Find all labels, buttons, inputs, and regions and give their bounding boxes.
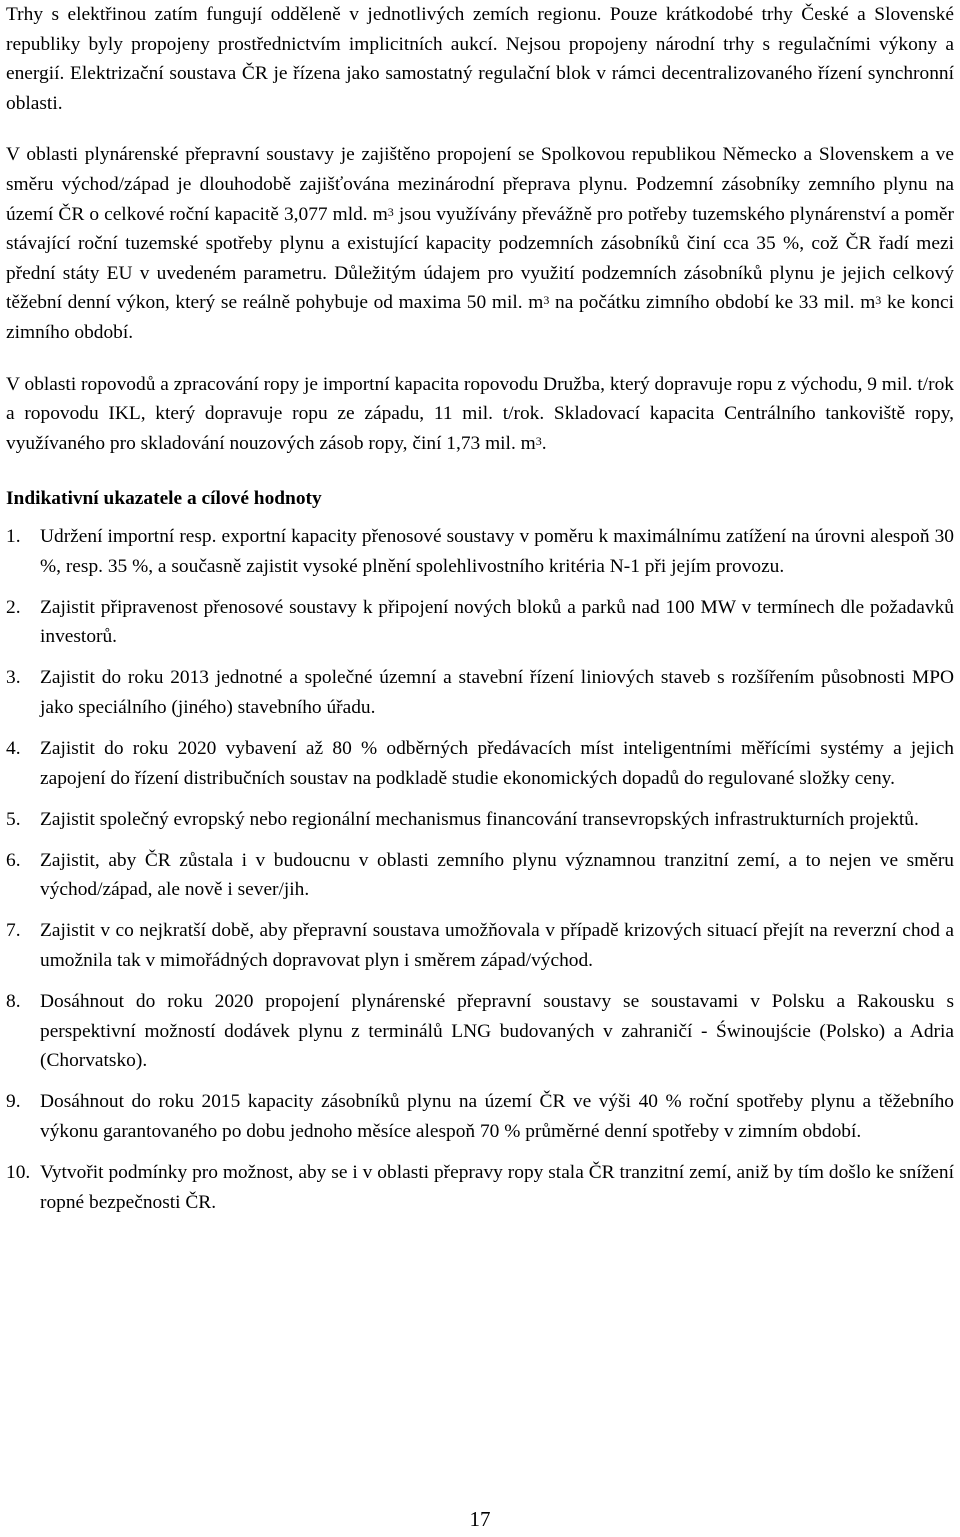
list-item-number: 10.	[6, 1162, 31, 1184]
list-item-number: 2.	[6, 596, 21, 618]
list-item	[6, 1158, 954, 1217]
list-item	[6, 663, 954, 722]
superscript: 3	[535, 433, 542, 448]
paragraph-text: V oblasti ropovodů a zpracování ropy je importní kapacita ropovodu Družba, který dopravuje ropu z východu, 9 mil. t/rok a ropovodu IKL, který dopravuje ropu ze západu, 11 mil. t/rok. Skladovací kapacita Centrálního tankoviště ropy, využívaného pro skladování nouzových zásob ropy, činí 1,73 mil. m	[6, 373, 954, 454]
paragraph-text: jsou využívány převážně pro potřeby tuzemského plynárenství a poměr stávající roční tuzemské spotřeby plynu a existující kapacity podzemních zásobníků činí cca 35 %, což ČR řadí mezi přední státy EU v uvedeném parametru. Důležitým údajem pro využití podzemních zásobníků plynu je jejich celkový těžební denní výkon, který se reálně pohybuje od maxima 50 mil. m	[6, 203, 954, 314]
list-item-number: 1.	[6, 525, 21, 547]
list-item	[6, 916, 954, 975]
list-item	[6, 734, 954, 793]
paragraph-electricity-markets: Trhy s elektřinou zatím fungují odděleně v jednotlivých zemích regionu. Pouze krátkodobé trhy České a Slovenské republiky byly propojeny prostřednictvím implicitních aukcí. Nejsou propojeny národní trhy s regulačními výkony a energií. Elektrizační soustava ČR je řízena jako samostatný regulační blok v rámci decentralizovaného řízení synchronní oblasti.	[6, 4, 954, 114]
list-item-text: Udržení importní resp. exportní kapacity přenosové soustavy v poměru k maximálnímu zatížení na úrovni alespoň 30 %, resp. 35 %, a současně zajistit vysoké plnění spolehlivostního kritéria N-1 při jejím provozu.	[40, 525, 954, 577]
section-heading: Indikativní ukazatele a cílové hodnoty	[6, 488, 322, 510]
list-item-text: Zajistit společný evropský nebo regionální mechanismus financování transevropských infrastrukturních projektů.	[40, 808, 919, 830]
list-item-text: Zajistit, aby ČR zůstala i v budoucnu v oblasti zemního plynu významnou tranzitní zemí, a to nejen ve směru východ/západ, ale nově i sever/jih.	[40, 849, 954, 901]
list-item	[6, 1087, 954, 1146]
list-item	[6, 987, 954, 1076]
document-page	[6, 0, 954, 1229]
superscript: 3	[387, 204, 394, 219]
paragraph-gas-transmission	[6, 140, 954, 347]
list-item-number: 7.	[6, 920, 21, 942]
list-item-text: Vytvořit podmínky pro možnost, aby se i v oblasti přepravy ropy stala ČR tranzitní zemí, aniž by tím došlo ke snížení ropné bezpečnosti ČR.	[40, 1162, 954, 1213]
list-item-text: Dosáhnout do roku 2020 propojení plynárenské přepravní soustavy se soustavami v Polsku a Rakousku s perspektivní možností dodávek plynu z terminálů LNG budovaných v zahraničí - Świnoujście (Polsko) a Adria (Chorvatsko).	[40, 991, 954, 1072]
indicator-list	[6, 522, 954, 1217]
list-item-number: 6.	[6, 849, 21, 871]
paragraph-text: .	[541, 432, 547, 454]
list-item-number: 5.	[6, 808, 21, 830]
paragraph-oil-pipelines	[6, 370, 954, 459]
page-number: 17	[469, 1507, 491, 1531]
list-item-text: Zajistit do roku 2020 vybavení až 80 % odběrných předávacích míst inteligentními měřícími systémy a jejich zapojení do řízení distribučních soustav na podkladě studie ekonomických dopadů do regulované složky ceny.	[40, 737, 954, 789]
list-item-number: 4.	[6, 737, 21, 759]
list-item-number: 8.	[6, 991, 21, 1013]
list-item	[6, 846, 954, 905]
list-item	[6, 805, 954, 835]
list-item	[6, 593, 954, 652]
list-item-text: Zajistit do roku 2013 jednotné a společné územní a stavební řízení liniových staveb s rozšířením působnosti MPO jako speciálního (jiného) stavebního úřadu.	[40, 667, 954, 718]
paragraph-text: ke konci zimního období.	[6, 292, 955, 343]
list-item	[6, 522, 954, 581]
superscript: 3	[875, 293, 882, 308]
list-item-text: Dosáhnout do roku 2015 kapacity zásobníků plynu na území ČR ve výši 40 % roční spotřeby plynu a těžebního výkonu garantovaného po dobu jednoho měsíce alespoň 70 % průměrné denní spotřeby v zimním období.	[40, 1091, 954, 1142]
list-item-number: 9.	[6, 1091, 21, 1113]
list-item-text: Zajistit připravenost přenosové soustavy k připojení nových bloků a parků nad 100 MW v termínech dle požadavků investorů.	[40, 596, 954, 648]
list-item-text: Zajistit v co nejkratší době, aby přepravní soustava umožňovala v případě krizových situací přejít na reverzní chod a umožnila tak v mimořádných dopravovat plyn i směrem západ/východ.	[40, 920, 954, 972]
paragraph-text: V oblasti plynárenské přepravní soustavy je zajištěno propojení se Spolkovou republikou Německo a Slovenskem a ve směru východ/západ je dlouhodobě zajišťována mezinárodní přeprava plynu. Podzemní zásobníky zemního plynu na území ČR o celkové roční kapacitě 3,077 mld. m	[6, 144, 954, 225]
list-item-number: 3.	[6, 667, 21, 689]
superscript: 3	[543, 293, 550, 308]
paragraph-text: na počátku zimního období ke 33 mil. m	[549, 292, 876, 314]
